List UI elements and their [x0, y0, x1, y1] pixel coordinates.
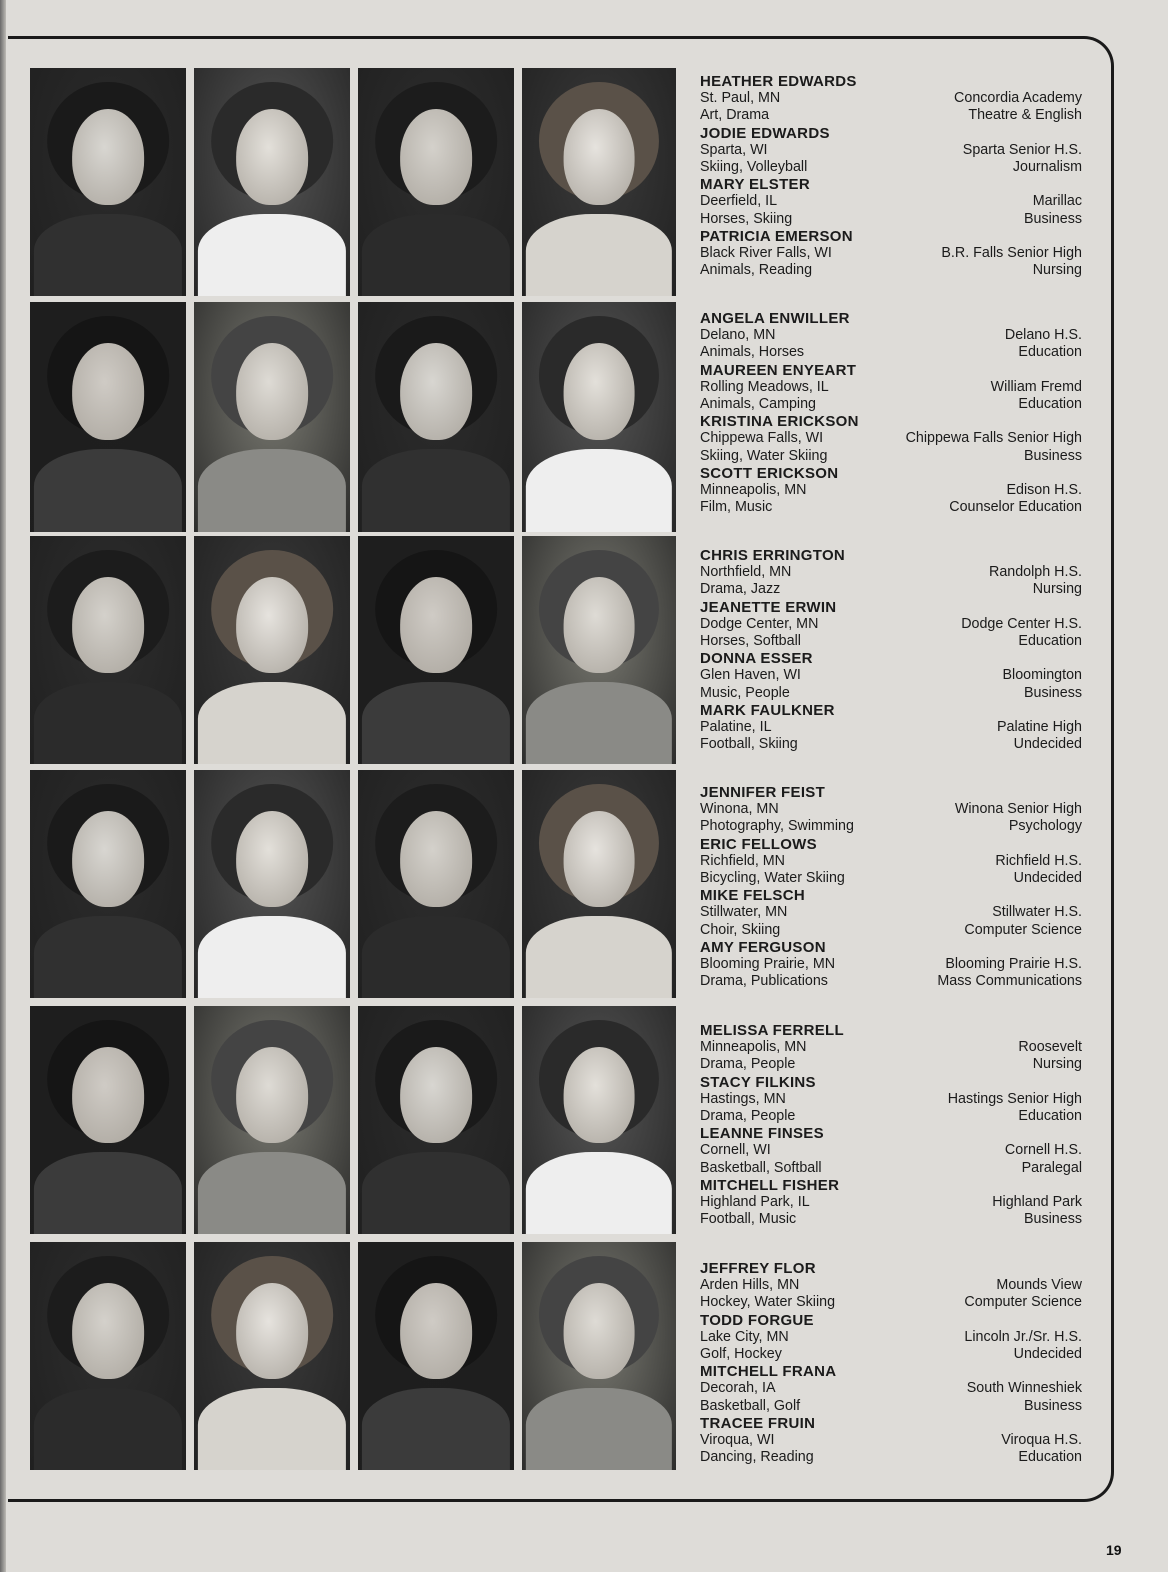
student-detail-row	[700, 1346, 1082, 1363]
student-major: Computer Science	[964, 1294, 1082, 1311]
listing-group	[700, 1260, 1082, 1466]
student-interests: Football, Skiing	[700, 736, 798, 753]
student-entry	[700, 887, 1082, 939]
listing-group	[700, 1022, 1082, 1228]
student-major: Education	[1018, 344, 1082, 361]
student-detail-row	[700, 904, 1082, 921]
student-detail-row	[700, 1039, 1082, 1056]
student-detail-row	[700, 193, 1082, 210]
student-name: TODD FORGUE	[700, 1311, 814, 1329]
student-major: Education	[1018, 1108, 1082, 1125]
student-detail-row	[700, 922, 1082, 939]
student-entry	[700, 1074, 1082, 1126]
student-portrait	[358, 302, 514, 532]
student-portrait	[194, 536, 350, 764]
student-entry	[700, 784, 1082, 836]
student-detail-row	[700, 379, 1082, 396]
student-major: Business	[1023, 1211, 1082, 1228]
student-detail-row	[700, 1194, 1082, 1211]
student-detail-row	[700, 853, 1082, 870]
student-entry	[700, 1363, 1082, 1415]
listing-group	[700, 310, 1082, 516]
student-hometown: Minneapolis, MN	[700, 482, 807, 499]
student-interests: Animals, Horses	[700, 344, 805, 361]
student-detail-row	[700, 159, 1082, 176]
student-interests: Basketball, Softball	[700, 1159, 822, 1176]
student-name: TRACEE FRUIN	[700, 1414, 816, 1432]
student-portrait	[358, 1242, 514, 1470]
student-detail-row	[700, 107, 1082, 124]
student-interests: Art, Drama	[700, 107, 770, 124]
student-major: Nursing	[1032, 1056, 1082, 1073]
student-portrait	[194, 68, 350, 296]
student-name: DONNA ESSER	[700, 650, 813, 668]
student-name: MARY ELSTER	[700, 176, 810, 194]
student-entry	[700, 1312, 1082, 1364]
student-detail-row	[700, 430, 1082, 447]
student-name: ANGELA ENWILLER	[700, 310, 850, 327]
student-school: Cornell H.S.	[1004, 1142, 1082, 1159]
student-detail-row	[700, 327, 1082, 344]
student-school: Mounds View	[996, 1277, 1082, 1294]
student-name: JODIE EDWARDS	[700, 124, 830, 142]
student-name: SCOTT ERICKSON	[700, 464, 839, 482]
student-interests: Skiing, Volleyball	[700, 159, 808, 176]
student-portrait	[30, 1242, 186, 1470]
student-detail-row	[700, 633, 1082, 650]
student-interests: Golf, Hockey	[700, 1346, 782, 1363]
student-portrait	[30, 536, 186, 764]
student-portrait	[358, 770, 514, 998]
student-school: Bloomington	[1002, 667, 1082, 684]
student-detail-row	[700, 1449, 1082, 1466]
student-detail-row	[700, 736, 1082, 753]
student-name: ERIC FELLOWS	[700, 835, 817, 853]
student-entry	[700, 465, 1082, 517]
student-entry	[700, 1260, 1082, 1312]
student-detail-row	[700, 482, 1082, 499]
student-hometown: Hastings, MN	[700, 1090, 786, 1107]
student-hometown: Richfield, MN	[700, 852, 786, 869]
listing-group	[700, 73, 1082, 279]
student-school: South Winneshiek	[966, 1380, 1082, 1397]
listing-group	[700, 547, 1082, 753]
student-detail-row	[700, 667, 1082, 684]
student-detail-row	[700, 564, 1082, 581]
page-binding-edge	[0, 0, 6, 1572]
student-portrait	[358, 536, 514, 764]
student-detail-row	[700, 1277, 1082, 1294]
student-interests: Hockey, Water Skiing	[700, 1294, 836, 1311]
student-hometown: Winona, MN	[700, 801, 779, 818]
student-entry	[700, 125, 1082, 177]
student-interests: Drama, Jazz	[700, 581, 781, 598]
student-detail-row	[700, 956, 1082, 973]
student-entry	[700, 702, 1082, 754]
student-major: Business	[1023, 210, 1082, 227]
student-hometown: Arden Hills, MN	[700, 1277, 800, 1294]
student-portrait	[522, 1006, 676, 1234]
student-school: Concordia Academy	[954, 90, 1082, 107]
student-detail-row	[700, 616, 1082, 633]
student-interests: Music, People	[700, 684, 790, 701]
student-name: MITCHELL FISHER	[700, 1176, 840, 1194]
student-detail-row	[700, 1329, 1082, 1346]
student-name: STACY FILKINS	[700, 1073, 816, 1091]
student-major: Psychology	[1008, 818, 1082, 835]
student-hometown: Highland Park, IL	[700, 1194, 810, 1211]
student-detail-row	[700, 499, 1082, 516]
student-entry	[700, 599, 1082, 651]
student-detail-row	[700, 142, 1082, 159]
student-interests: Animals, Reading	[700, 262, 813, 279]
student-portrait	[194, 1006, 350, 1234]
student-entry	[700, 362, 1082, 414]
student-portrait	[30, 770, 186, 998]
student-school: Hastings Senior High	[947, 1090, 1082, 1107]
student-school: Marillac	[1032, 193, 1082, 210]
student-interests: Drama, People	[700, 1108, 796, 1125]
student-detail-row	[700, 1142, 1082, 1159]
student-hometown: Palatine, IL	[700, 719, 772, 736]
student-hometown: Deerfield, IL	[700, 193, 778, 210]
page-number: 19	[1106, 1542, 1122, 1558]
student-entry	[700, 1415, 1082, 1467]
student-major: Mass Communications	[937, 973, 1082, 990]
student-detail-row	[700, 581, 1082, 598]
student-major: Business	[1023, 1397, 1082, 1414]
student-hometown: Northfield, MN	[700, 564, 792, 581]
student-hometown: Lake City, MN	[700, 1328, 789, 1345]
student-entry	[700, 176, 1082, 228]
student-portrait	[522, 302, 676, 532]
student-portrait	[522, 68, 676, 296]
student-portrait	[30, 1006, 186, 1234]
student-entry	[700, 413, 1082, 465]
student-detail-row	[700, 1108, 1082, 1125]
student-school: Palatine High	[996, 719, 1082, 736]
student-school: Chippewa Falls Senior High	[905, 430, 1082, 447]
student-school: William Fremd	[990, 378, 1082, 395]
student-major: Business	[1023, 447, 1082, 464]
student-interests: Horses, Softball	[700, 633, 801, 650]
student-name: JEFFREY FLOR	[700, 1260, 816, 1277]
student-name: PATRICIA EMERSON	[700, 227, 853, 245]
student-school: Richfield H.S.	[995, 852, 1082, 869]
student-detail-row	[700, 870, 1082, 887]
student-name: LEANNE FINSES	[700, 1125, 824, 1143]
student-detail-row	[700, 719, 1082, 736]
student-school: Highland Park	[992, 1194, 1082, 1211]
student-school: B.R. Falls Senior High	[941, 245, 1082, 262]
student-portrait	[522, 770, 676, 998]
student-detail-row	[700, 818, 1082, 835]
listing-group	[700, 784, 1082, 990]
student-detail-row	[700, 262, 1082, 279]
student-hometown: Delano, MN	[700, 327, 776, 344]
student-entry	[700, 228, 1082, 280]
student-detail-row	[700, 1432, 1082, 1449]
student-portrait	[522, 536, 676, 764]
student-major: Business	[1023, 684, 1082, 701]
student-detail-row	[700, 448, 1082, 465]
student-school: Stillwater H.S.	[992, 904, 1082, 921]
student-major: Undecided	[1013, 736, 1082, 753]
student-detail-row	[700, 685, 1082, 702]
student-interests: Choir, Skiing	[700, 921, 781, 938]
student-portrait	[194, 770, 350, 998]
student-hometown: Glen Haven, WI	[700, 667, 801, 684]
student-interests: Animals, Camping	[700, 396, 817, 413]
student-detail-row	[700, 973, 1082, 990]
student-hometown: Blooming Prairie, MN	[700, 956, 836, 973]
student-entry	[700, 1125, 1082, 1177]
student-major: Education	[1018, 633, 1082, 650]
student-name: HEATHER EDWARDS	[700, 73, 857, 90]
student-name: MIKE FELSCH	[700, 887, 805, 905]
student-interests: Drama, Publications	[700, 973, 828, 990]
student-detail-row	[700, 396, 1082, 413]
student-portrait	[194, 302, 350, 532]
student-interests: Dancing, Reading	[700, 1449, 814, 1466]
student-portrait	[358, 1006, 514, 1234]
student-detail-row	[700, 1211, 1082, 1228]
student-hometown: Decorah, IA	[700, 1380, 776, 1397]
student-name: JEANETTE ERWIN	[700, 598, 837, 616]
student-hometown: Viroqua, WI	[700, 1432, 775, 1449]
student-portrait	[194, 1242, 350, 1470]
student-detail-row	[700, 1380, 1082, 1397]
student-name: MELISSA FERRELL	[700, 1022, 844, 1039]
student-name: MARK FAULKNER	[700, 701, 835, 719]
student-entry	[700, 939, 1082, 991]
student-hometown: Chippewa Falls, WI	[700, 430, 824, 447]
student-detail-row	[700, 1160, 1082, 1177]
student-school: Roosevelt	[1018, 1039, 1082, 1056]
student-school: Delano H.S.	[1004, 327, 1082, 344]
student-name: MAUREEN ENYEART	[700, 361, 857, 379]
student-detail-row	[700, 344, 1082, 361]
student-school: Lincoln Jr./Sr. H.S.	[964, 1328, 1082, 1345]
student-name: AMY FERGUSON	[700, 938, 826, 956]
student-detail-row	[700, 1398, 1082, 1415]
student-hometown: Cornell, WI	[700, 1142, 771, 1159]
student-major: Nursing	[1032, 581, 1082, 598]
student-interests: Film, Music	[700, 499, 773, 516]
student-hometown: Stillwater, MN	[700, 904, 788, 921]
student-entry	[700, 1022, 1082, 1074]
student-school: Edison H.S.	[1006, 482, 1082, 499]
student-interests: Horses, Skiing	[700, 210, 793, 227]
student-portrait	[30, 302, 186, 532]
student-detail-row	[700, 1056, 1082, 1073]
student-major: Education	[1018, 396, 1082, 413]
student-entry	[700, 836, 1082, 888]
student-detail-row	[700, 245, 1082, 262]
student-major: Computer Science	[964, 921, 1082, 938]
student-major: Nursing	[1032, 262, 1082, 279]
student-hometown: Minneapolis, MN	[700, 1039, 807, 1056]
student-hometown: Dodge Center, MN	[700, 615, 819, 632]
student-interests: Photography, Swimming	[700, 818, 854, 835]
student-hometown: St. Paul, MN	[700, 90, 781, 107]
student-detail-row	[700, 211, 1082, 228]
student-school: Sparta Senior H.S.	[962, 141, 1082, 158]
student-major: Journalism	[1012, 159, 1082, 176]
student-school: Dodge Center H.S.	[961, 615, 1082, 632]
student-school: Winona Senior High	[954, 801, 1082, 818]
student-major: Education	[1018, 1449, 1082, 1466]
student-school: Viroqua H.S.	[1001, 1432, 1082, 1449]
student-interests: Bicycling, Water Skiing	[700, 870, 845, 887]
student-major: Paralegal	[1021, 1159, 1082, 1176]
student-name: KRISTINA ERICKSON	[700, 413, 859, 431]
student-interests: Skiing, Water Skiing	[700, 447, 828, 464]
student-interests: Drama, People	[700, 1056, 796, 1073]
student-hometown: Black River Falls, WI	[700, 245, 832, 262]
student-major: Counselor Education	[949, 499, 1082, 516]
student-portrait	[358, 68, 514, 296]
student-portrait	[522, 1242, 676, 1470]
student-entry	[700, 310, 1082, 362]
student-hometown: Sparta, WI	[700, 141, 768, 158]
student-school: Randolph H.S.	[989, 564, 1082, 581]
student-name: JENNIFER FEIST	[700, 784, 826, 801]
student-detail-row	[700, 1294, 1082, 1311]
student-detail-row	[700, 1091, 1082, 1108]
student-entry	[700, 547, 1082, 599]
student-name: MITCHELL FRANA	[700, 1363, 837, 1381]
student-major: Undecided	[1013, 870, 1082, 887]
student-major: Theatre & English	[968, 107, 1082, 124]
student-school: Blooming Prairie H.S.	[945, 956, 1082, 973]
student-interests: Basketball, Golf	[700, 1397, 801, 1414]
student-portrait	[30, 68, 186, 296]
student-name: CHRIS ERRINGTON	[700, 547, 846, 564]
student-detail-row	[700, 90, 1082, 107]
student-major: Undecided	[1013, 1346, 1082, 1363]
student-entry	[700, 73, 1082, 125]
student-hometown: Rolling Meadows, IL	[700, 378, 829, 395]
student-entry	[700, 650, 1082, 702]
student-entry	[700, 1177, 1082, 1229]
student-detail-row	[700, 801, 1082, 818]
student-interests: Football, Music	[700, 1211, 797, 1228]
